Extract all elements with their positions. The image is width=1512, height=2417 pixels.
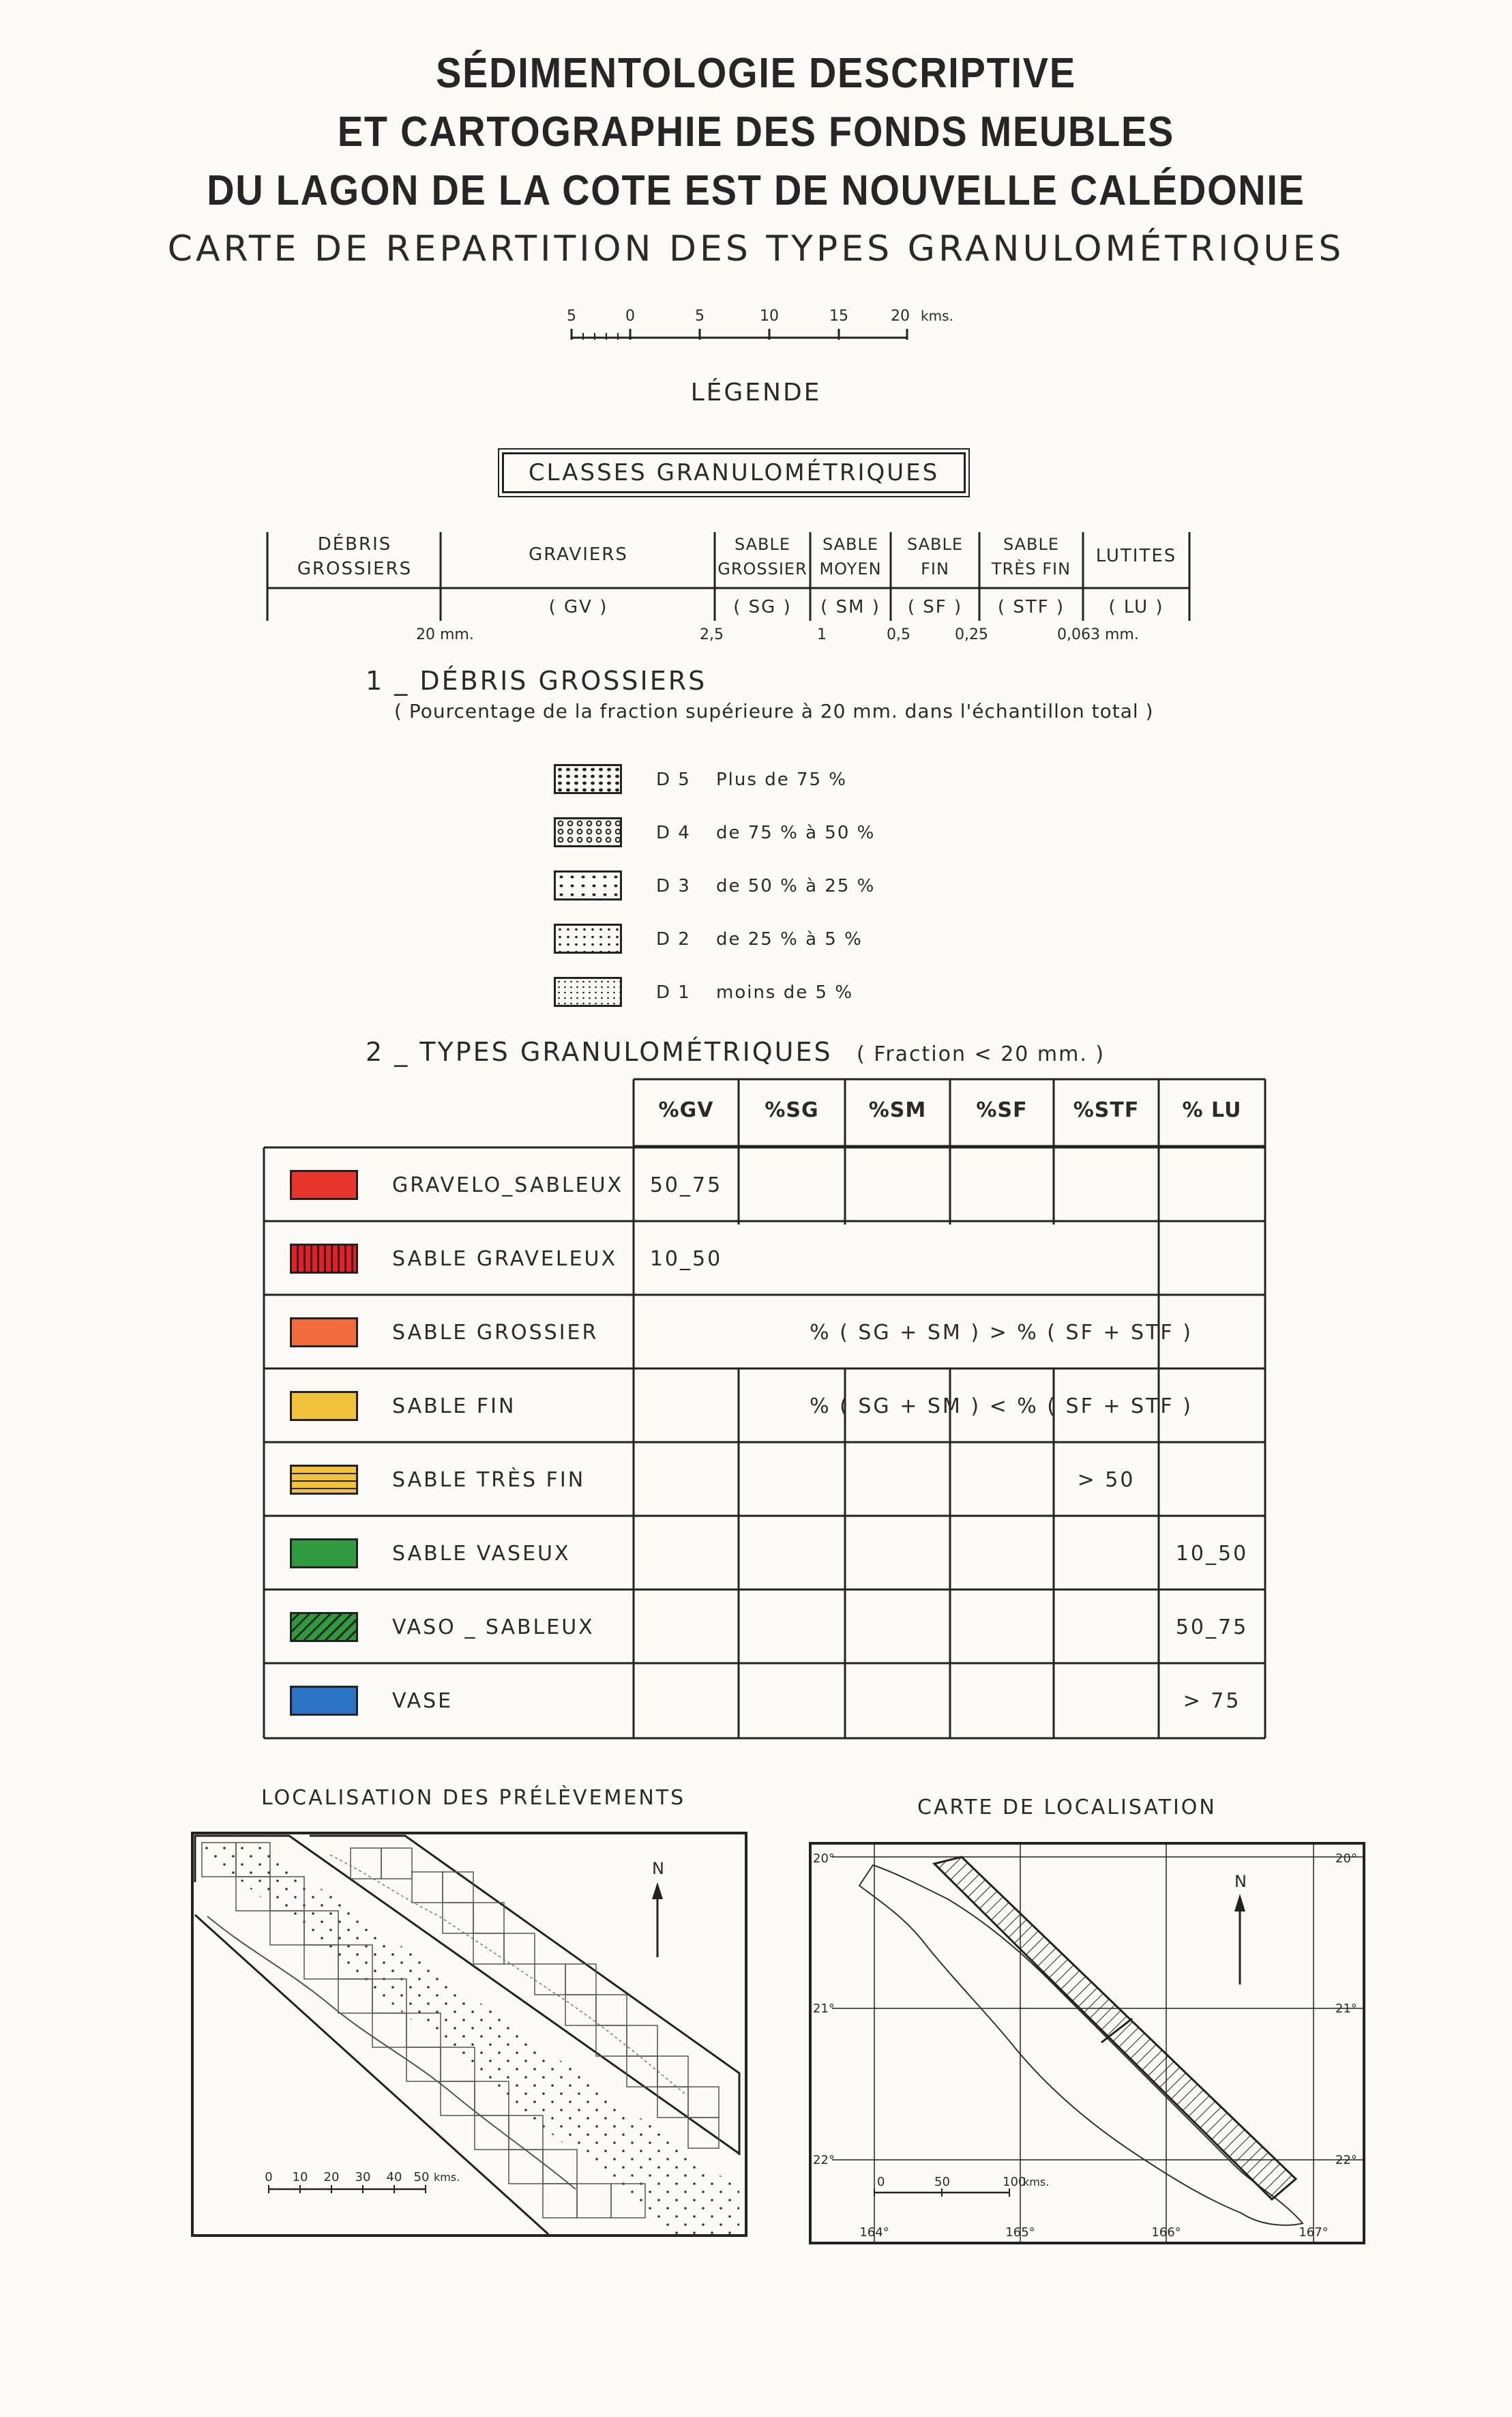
limit-label: 0,5	[887, 626, 910, 643]
north-label: N	[652, 1859, 664, 1878]
inset-right-title: CARTE DE LOCALISATION	[917, 1796, 1217, 1819]
code-sg: ( SG )	[733, 597, 792, 617]
scale-tick-label: 40	[386, 2170, 402, 2184]
cell-gv: 10_50	[649, 1247, 723, 1271]
class-stf	[979, 532, 1083, 581]
scale-tick-label: 30	[355, 2170, 371, 2184]
cell-gv: 50_75	[649, 1173, 723, 1197]
title-line-1: SÉDIMENTOLOGIE DESCRIPTIVE	[436, 50, 1076, 97]
code-gv: ( GV )	[548, 597, 608, 617]
inset-right-map	[809, 1842, 1365, 2244]
scale-tick-label: 100	[1003, 2175, 1026, 2189]
class-sg	[715, 532, 810, 581]
scale-tick-label: 10	[292, 2170, 308, 2184]
top-scale-svg	[566, 300, 975, 348]
types-table	[263, 1078, 1272, 1740]
limit-label: 20 mm.	[416, 626, 474, 643]
title-line-2: ET CARTOGRAPHIE DES FONDS MEUBLES	[337, 108, 1175, 156]
code-stf: ( STF )	[997, 597, 1065, 617]
lon-label: 164°	[859, 2225, 889, 2240]
class-lutites	[1083, 546, 1189, 566]
top-scale-bar	[566, 300, 975, 348]
scale-tick-label: 5	[695, 308, 705, 325]
cell-span-rule: % ( SG + SM ) < % ( SF + STF )	[810, 1394, 1193, 1418]
class-name: GRAVIERS	[529, 544, 628, 565]
row-label: GRAVELO_SABLEUX	[392, 1173, 624, 1197]
class-sm	[810, 532, 891, 581]
classes-heading: CLASSES GRANULOMÉTRIQUES	[528, 459, 940, 486]
legend-heading: LÉGENDE	[690, 379, 822, 407]
inset-left-map	[191, 1832, 747, 2237]
class-name: DÉBRIS GROSSIERS	[297, 534, 413, 579]
cell-lu: 10_50	[1175, 1542, 1249, 1566]
debris-d3-label: de 50 % à 25 %	[716, 876, 876, 896]
debris-d5-label: Plus de 75 %	[716, 770, 848, 790]
scale-unit: kms.	[1023, 2176, 1050, 2188]
scale-tick-label: 10	[760, 308, 779, 325]
scale-tick-label: 20	[891, 308, 910, 325]
color-swatch-sable-graveleux	[290, 1244, 358, 1274]
row-label: SABLE GRAVELEUX	[392, 1247, 618, 1271]
class-name: SABLE GROSSIER	[717, 535, 807, 578]
debris-d5-swatch	[554, 764, 622, 794]
code-sf: ( SF )	[907, 597, 963, 617]
debris-d1-swatch	[554, 977, 622, 1007]
limit-label: 1	[817, 626, 827, 643]
debris-d2-label: de 25 % à 5 %	[716, 929, 863, 950]
scale-tick-label: 0	[625, 308, 635, 325]
scale-tick-label: 20	[323, 2170, 340, 2184]
scale-tick-label: 15	[829, 308, 848, 325]
col-header-sm: %SM	[868, 1098, 927, 1122]
col-header-sf: %SF	[976, 1098, 1028, 1122]
row-label: SABLE GROSSIER	[392, 1321, 599, 1345]
col-header-sg: %SG	[765, 1098, 819, 1122]
color-swatch-sable-grossier	[290, 1317, 358, 1347]
scale-tick-label: 50	[934, 2175, 950, 2189]
section2-title: 2 _ TYPES GRANULOMÉTRIQUES	[366, 1037, 833, 1067]
lon-label: 166°	[1151, 2225, 1181, 2240]
class-name: SABLE TRÈS FIN	[991, 535, 1071, 578]
code-sm: ( SM )	[820, 597, 880, 617]
sampling-map-svg	[194, 1834, 745, 2234]
north-label: N	[1234, 1872, 1247, 1891]
location-map-svg	[812, 1845, 1363, 2242]
cell-span-rule: % ( SG + SM ) > % ( SF + STF )	[810, 1321, 1193, 1345]
debris-d4-label: de 75 % à 50 %	[716, 823, 876, 843]
debris-d1-code: D 1	[656, 982, 691, 1003]
scale-unit: kms.	[434, 2171, 460, 2184]
row-label: VASO _ SABLEUX	[392, 1615, 595, 1639]
title-line-3: DU LAGON DE LA COTE EST DE NOUVELLE CALÉDONIE	[207, 167, 1305, 214]
section2-subtitle: ( Fraction < 20 mm. )	[857, 1042, 1106, 1066]
inset-left-title: LOCALISATION DES PRÉLÈVEMENTS	[261, 1786, 686, 1810]
limit-label: 0,063 mm.	[1057, 626, 1139, 643]
debris-d4-swatch	[554, 817, 622, 847]
col-header-gv: %GV	[658, 1098, 714, 1122]
debris-d3-code: D 3	[656, 876, 691, 896]
color-swatch-vase	[290, 1686, 358, 1716]
color-swatch-gravelo-sableux	[290, 1170, 358, 1200]
scale-tick-label: 0	[877, 2175, 885, 2189]
lat-label: 22°	[813, 2153, 835, 2167]
cell-stf: > 50	[1077, 1468, 1136, 1492]
row-label: VASE	[392, 1689, 454, 1713]
scale-tick-label: 5	[567, 308, 576, 325]
class-graviers	[443, 544, 713, 565]
lon-label: 167°	[1299, 2225, 1329, 2240]
col-header-lu: % LU	[1182, 1098, 1242, 1122]
color-swatch-sable-tres-fin	[290, 1465, 358, 1495]
color-swatch-sable-fin	[290, 1391, 358, 1421]
class-name: SABLE MOYEN	[819, 535, 882, 578]
cell-lu: 50_75	[1175, 1615, 1249, 1639]
class-name: LUTITES	[1095, 546, 1177, 566]
cell-lu: > 75	[1183, 1689, 1241, 1713]
class-name: SABLE FIN	[906, 535, 964, 578]
section1-subtitle: ( Pourcentage de la fraction supérieure à 20 mm. dans l'échantillon total )	[394, 700, 1154, 722]
debris-d4-code: D 4	[656, 823, 691, 843]
lat-label: 20°	[1335, 1851, 1357, 1866]
scale-tick-label: 0	[265, 2170, 273, 2184]
class-sf	[891, 532, 979, 581]
lon-label: 165°	[1005, 2225, 1035, 2240]
code-lu: ( LU )	[1108, 597, 1164, 617]
debris-d5-code: D 5	[656, 770, 691, 790]
color-swatch-vaso-sableux	[290, 1612, 358, 1642]
limit-label: 0,25	[955, 626, 988, 643]
row-label: SABLE FIN	[392, 1394, 516, 1418]
debris-d1-label: moins de 5 %	[716, 982, 854, 1003]
lat-label: 21°	[813, 2002, 835, 2016]
debris-d2-code: D 2	[656, 929, 691, 950]
debris-d2-swatch	[554, 924, 622, 954]
map-subtitle: CARTE DE REPARTITION DES TYPES GRANULOMÉTRIQUES	[167, 229, 1345, 269]
lat-label: 21°	[1335, 2002, 1357, 2016]
debris-d3-swatch	[554, 870, 622, 900]
section1-title: 1 _ DÉBRIS GROSSIERS	[366, 666, 707, 696]
row-label: SABLE VASEUX	[392, 1542, 571, 1566]
row-label: SABLE TRÈS FIN	[392, 1468, 586, 1492]
classes-heading-box	[502, 452, 966, 493]
scale-tick-label: 50	[413, 2170, 430, 2184]
scale-unit: kms.	[921, 308, 953, 324]
limit-label: 2,5	[700, 626, 724, 643]
lat-label: 22°	[1335, 2153, 1357, 2167]
color-swatch-sable-vaseux	[290, 1538, 358, 1568]
classes-table	[266, 525, 1200, 648]
class-debris	[273, 532, 436, 581]
lat-label: 20°	[813, 1851, 835, 1866]
col-header-stf: %STF	[1073, 1098, 1140, 1122]
